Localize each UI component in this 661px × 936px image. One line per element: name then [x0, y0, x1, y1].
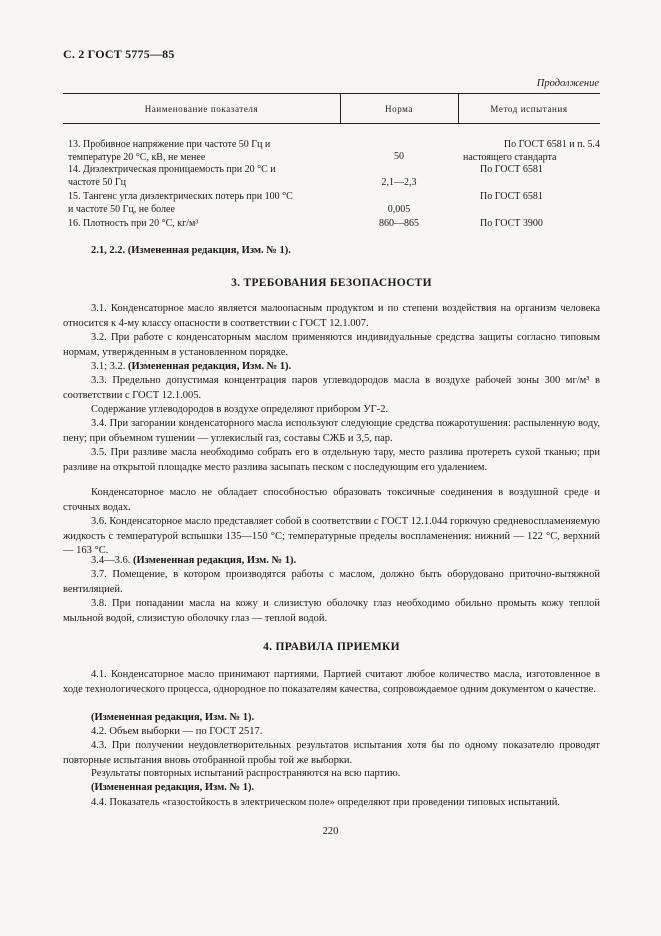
- page-number: 220: [322, 826, 339, 837]
- row-norm: 860—865: [379, 218, 419, 229]
- row-method: По ГОСТ 6581 и п. 5.4 настоящего стандарта: [463, 139, 600, 163]
- paragraph-3-6: 3.6. Конденсаторное масло представляет собой в соответствии с ГОСТ 12.1.044 горючую средневоспламеняемую жидкость с температурой вспышки 135—150 °С; температурные пределы воспламенения: нижний — 122 °С, верхний — 163 °С.: [63, 516, 600, 557]
- row-norm: 2,1—2,3: [381, 177, 417, 188]
- row-name: 16. Плотность при 20 °С, кг/м³: [68, 218, 199, 229]
- paragraph-3-5-extra: Конденсаторное масло не обладает способностью образовать токсичные соединения в воздушной среде и сточных водах.: [63, 487, 600, 513]
- paragraph-3-2: 3.2. При работе с конденсаторным маслом применяются индивидуальные средства защиты согласно типовым нормам, утвержденным в установленном порядке.: [63, 332, 600, 358]
- row-method: По ГОСТ 3900: [480, 218, 543, 229]
- section-4-title: 4. ПРАВИЛА ПРИЕМКИ: [263, 641, 400, 653]
- paragraph-3-8: 3.8. При попадании масла на кожу и слизистую оболочку глаз необходимо обильно промыть кожу теплой мыльной водой, слизистую оболочку глаз — теплой водой.: [63, 598, 600, 624]
- row-norm: 0,005: [387, 204, 411, 215]
- paragraph-3-7: 3.7. Помещение, в котором производятся работы с маслом, должно быть оборудовано приточно-вытяжной вентиляцией.: [63, 569, 600, 595]
- row-norm: 50: [394, 151, 404, 162]
- table-top-rule: [63, 93, 600, 94]
- table-header-rule: [63, 123, 600, 124]
- row-method: По ГОСТ 6581: [480, 191, 543, 202]
- continuation-label: Продолжение: [536, 78, 599, 89]
- note-after-table: 2.1, 2.2. (Измененная редакция, Изм. № 1).: [91, 245, 291, 256]
- page-header: С. 2 ГОСТ 5775—85: [63, 47, 175, 61]
- table-header-name: Наименование показателя: [144, 104, 259, 114]
- paragraph-3-3-extra: Содержание углеводородов в воздухе определяют прибором УГ-2.: [91, 404, 389, 415]
- paragraph-4-2: 4.2. Объем выборки — по ГОСТ 2517.: [91, 726, 263, 737]
- row-name: 15. Тангенс угла диэлектрических потерь при 100 °С и частоте 50 Гц, не более: [68, 191, 293, 215]
- paragraph-4-1: 4.1. Конденсаторное масло принимают партиями. Партией считают любое количество масла, изготовленное в ходе технологического процесса, однородное по показателям качества, сопровождаемое одним документом о качестве.: [63, 669, 600, 695]
- paragraph-4-4: 4.4. Показатель «газостойкость в электрическом поле» определяют при проведении типовых испытаний.: [91, 797, 560, 808]
- row-method: По ГОСТ 6581: [480, 164, 543, 175]
- paragraph-3-4: 3.4. При загорании конденсаторного масла используют следующие средства пожаротушения: распыленную воду, пену; при объемном тушении — углекислый газ, составы СЖБ и 3,5, пар.: [63, 418, 600, 444]
- row-name: 13. Пробивное напряжение при частоте 50 Гц и температуре 20 °С, кВ, не менее: [68, 139, 271, 163]
- paragraph-3-3: 3.3. Предельно допустимая концентрация паров углеводородов масла в воздухе рабочей зоны 300 мг/м³ в соответствии с ГОСТ 12.1.005.: [63, 375, 600, 401]
- paragraph-3-1: 3.1. Конденсаторное масло является малоопасным продуктом и по степени воздействия на организм человека относится к 4-му классу опасности в соответствии с ГОСТ 12.1.007.: [63, 303, 600, 329]
- row-name: 14. Диэлектрическая проницаемость при 20 °С и частоте 50 Гц: [68, 164, 276, 188]
- paragraph-4-3-extra: Результаты повторных испытаний распространяются на всю партию.: [91, 768, 401, 779]
- edit-note-3-4-3-6: 3.4—3.6. (Измененная редакция, Изм. № 1).: [91, 555, 297, 566]
- paragraph-3-5: 3.5. При разливе масла необходимо собрать его в отдельную тару, место разлива протереть сухой тканью; при разливе на открытой площадке место разлива засыпать песком с последующим его удалением.: [63, 447, 600, 473]
- table-header-norm: Норма: [385, 104, 413, 114]
- table-header-method: Метод испытания: [490, 104, 568, 114]
- section-3-title: 3. ТРЕБОВАНИЯ БЕЗОПАСНОСТИ: [231, 277, 432, 289]
- paragraph-4-3: 4.3. При получении неудовлетворительных результатов испытания хотя бы по одному показателю проводят повторные испытания вновь отобранной пробы той же выборки.: [63, 740, 600, 766]
- edit-note-4-3: (Измененная редакция, Изм. № 1).: [91, 782, 255, 793]
- edit-note-4-1: (Измененная редакция, Изм. № 1).: [91, 712, 255, 723]
- edit-note-3-1-3-2: 3.1; 3.2. (Измененная редакция, Изм. № 1).: [91, 361, 292, 372]
